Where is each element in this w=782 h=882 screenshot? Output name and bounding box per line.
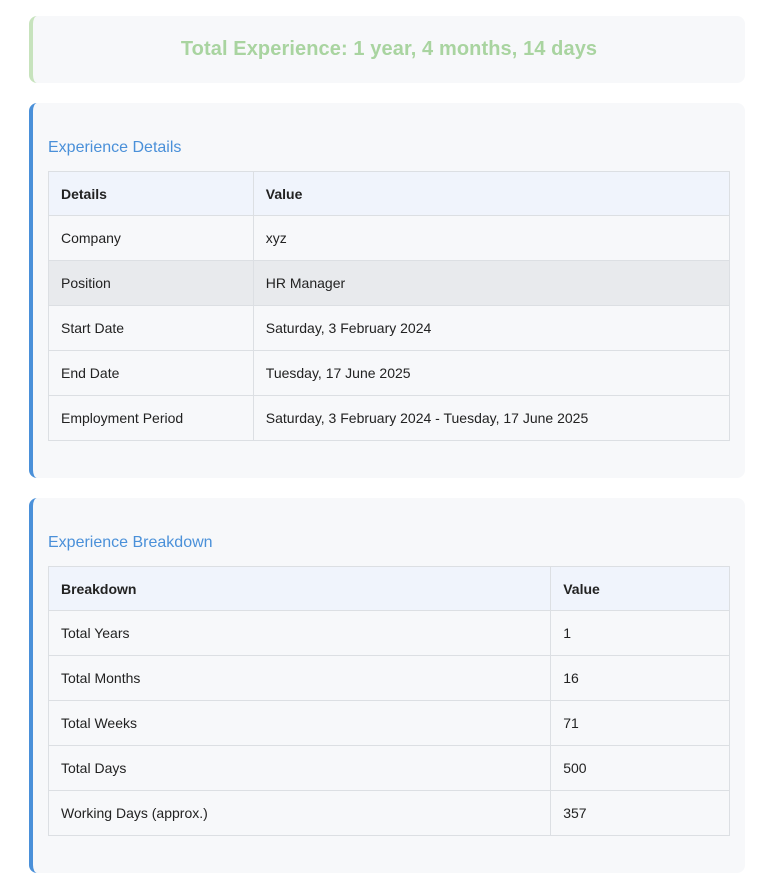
table-row (49, 611, 730, 656)
table-row (49, 746, 730, 791)
experience-details-card (29, 103, 745, 478)
row-label-total-days: Total Days (49, 746, 551, 791)
column-header-value: Value (253, 172, 729, 216)
table-row (49, 351, 730, 396)
row-value-start-date: Saturday, 3 February 2024 (253, 306, 729, 351)
table-header-row (49, 567, 730, 611)
row-value-total-days: 500 (551, 746, 730, 791)
experience-details-table (48, 171, 730, 441)
table-row (49, 701, 730, 746)
row-value-end-date: Tuesday, 17 June 2025 (253, 351, 729, 396)
row-value-employment-period: Saturday, 3 February 2024 - Tuesday, 17 June 2025 (253, 396, 729, 441)
row-label-position: Position (49, 261, 254, 306)
row-label-employment-period: Employment Period (49, 396, 254, 441)
row-label-total-months: Total Months (49, 656, 551, 701)
row-value-total-years: 1 (551, 611, 730, 656)
table-row (49, 791, 730, 836)
total-experience-text: Total Experience: 1 year, 4 months, 14 days (180, 38, 598, 60)
table-row (49, 396, 730, 441)
column-header-value: Value (551, 567, 730, 611)
experience-breakdown-card (29, 498, 745, 873)
row-label-total-weeks: Total Weeks (49, 701, 551, 746)
row-label-end-date: End Date (49, 351, 254, 396)
experience-details-title: Experience Details (48, 139, 182, 156)
row-label-company: Company (49, 216, 254, 261)
total-experience-banner (29, 16, 745, 83)
table-row (49, 306, 730, 351)
experience-breakdown-title: Experience Breakdown (48, 534, 213, 551)
row-value-total-weeks: 71 (551, 701, 730, 746)
row-label-start-date: Start Date (49, 306, 254, 351)
table-row (49, 216, 730, 261)
column-header-breakdown: Breakdown (49, 567, 551, 611)
table-row (49, 261, 730, 306)
row-label-total-years: Total Years (49, 611, 551, 656)
table-row (49, 656, 730, 701)
row-value-company: xyz (253, 216, 729, 261)
table-header-row (49, 172, 730, 216)
row-value-position: HR Manager (253, 261, 729, 306)
row-value-working-days: 357 (551, 791, 730, 836)
column-header-details: Details (49, 172, 254, 216)
row-value-total-months: 16 (551, 656, 730, 701)
experience-breakdown-table (48, 566, 730, 836)
row-label-working-days: Working Days (approx.) (49, 791, 551, 836)
